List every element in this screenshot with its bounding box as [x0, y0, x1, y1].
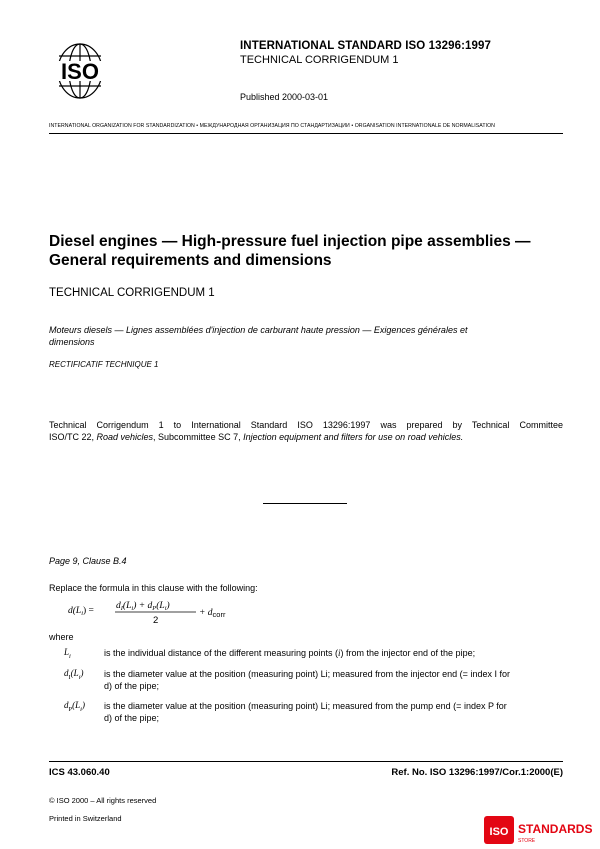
french-title: Moteurs diesels — Lignes assemblées d'injection de carburant haute pression — Exigences générales et dimensions	[49, 325, 468, 347]
where-label: where	[49, 632, 74, 642]
definition-symbol-dp: $d_P(L_i)$	[64, 700, 85, 713]
definition-li: is the individual distance of the different measuring points (i) from the injector end of the pipe;	[104, 648, 476, 658]
reference-number: Ref. No. ISO 13296:1997/Cor.1:2000(E)	[391, 767, 563, 778]
iso-logo	[44, 42, 116, 100]
svg-text:STANDARDS: STANDARDS	[518, 822, 593, 836]
definition-symbol-li: $L_i$	[64, 647, 71, 660]
intro-paragraph: Technical Corrigendum 1 to International Standard ISO 13296:1997 was prepared by Technical Committee ISO/TC 22, Road vehicles, Subcommittee SC 7, Injection equipment and filters for use on road vehicles.	[49, 420, 563, 442]
document-subtitle: TECHNICAL CORRIGENDUM 1	[49, 287, 215, 299]
svg-text:d(Li) =: $d(L_i)$ =	[68, 606, 94, 617]
svg-text:ISO: ISO	[489, 826, 509, 838]
printed-location: Printed in Switzerland	[49, 814, 122, 823]
clause-reference: Page 9, Clause B.4	[49, 556, 127, 566]
footer-rule	[49, 761, 563, 762]
section-divider	[263, 503, 347, 504]
french-subtitle: RECTIFICATIF TECHNIQUE 1	[49, 360, 159, 369]
svg-text:2: 2	[153, 615, 159, 626]
corrigendum-label: TECHNICAL CORRIGENDUM 1	[240, 54, 399, 66]
formula	[68, 597, 268, 627]
document-title: Diesel engines — High-pressure fuel injection pipe assemblies — General requirements and dimensions	[49, 233, 531, 269]
copyright: © ISO 2000 – All rights reserved	[49, 796, 157, 805]
definition-dp: is the diameter value at the position (measuring point) Li; measured from the pump end (= index P for d) of the pipe;	[104, 701, 507, 723]
published-date: Published 2000-03-01	[240, 92, 329, 102]
replace-instruction: Replace the formula in this clause with the following:	[49, 583, 258, 593]
svg-text:ISO: ISO	[61, 59, 99, 84]
svg-text:STORE: STORE	[518, 838, 536, 844]
svg-text:dI(Li) + dP(Li): $d_I(L_i) + d_P(L_i)$	[116, 601, 170, 612]
standard-number: INTERNATIONAL STANDARD ISO 13296:1997	[240, 40, 492, 52]
header-rule	[49, 133, 563, 134]
definition-di: is the diameter value at the position (measuring point) Li; measured from the injector end (= index I for d) of the pipe;	[104, 669, 510, 691]
definition-symbol-di: $d_I(L_i)$	[64, 668, 84, 681]
ics-code: ICS 43.060.40	[49, 767, 110, 778]
svg-text:+ dcorr: + $d_{corr}$	[199, 608, 226, 619]
organization-line: INTERNATIONAL ORGANIZATION FOR STANDARDIZATION • МЕЖДУНАРОДНАЯ ОРГАНИЗАЦИЯ ПО СТАНДАРТИЗАЦИИ • ORGANISATION INTERNATIONALE DE NORMALISATION	[49, 123, 495, 129]
iso-standards-store-badge[interactable]	[484, 814, 594, 846]
